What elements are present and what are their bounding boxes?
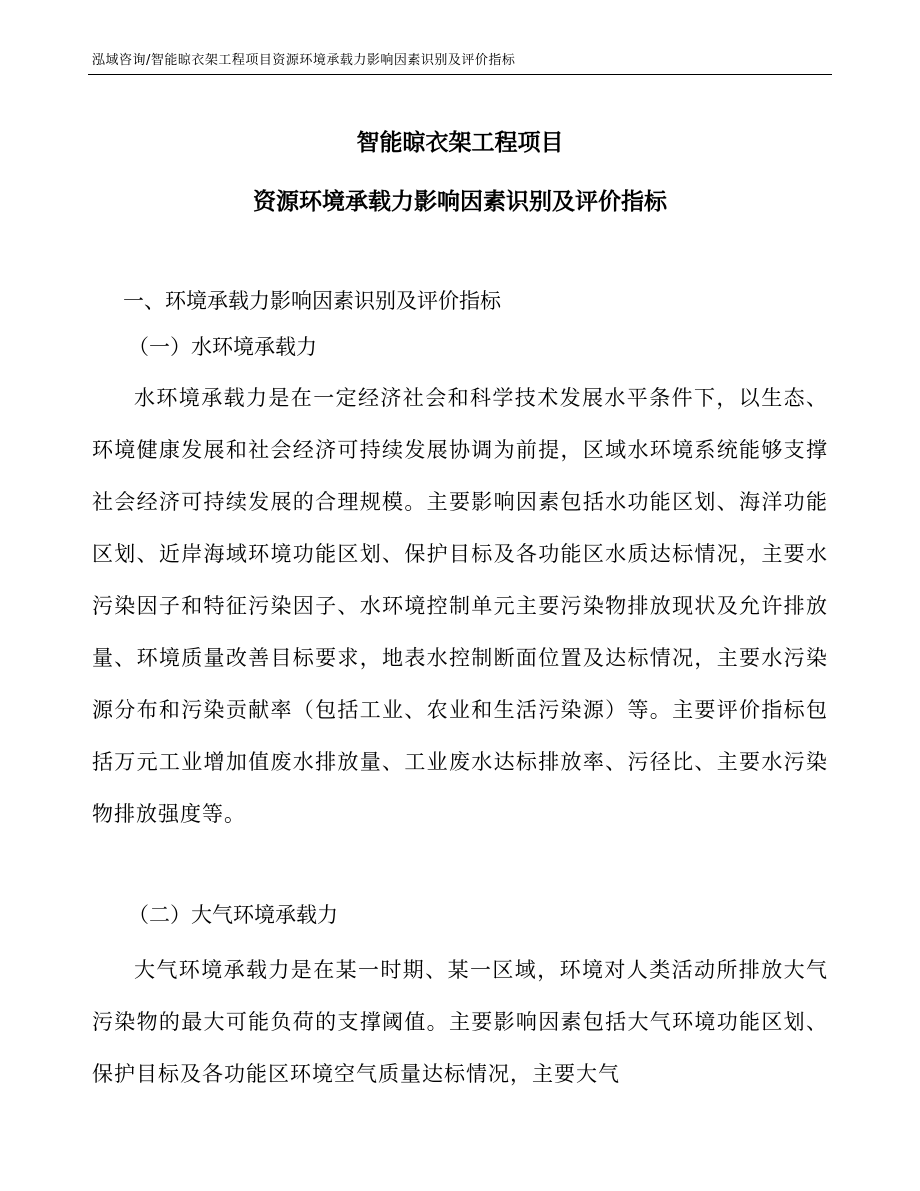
running-header: 泓域咨询/智能晾衣架工程项目资源环境承载力影响因素识别及评价指标 <box>92 53 516 68</box>
paragraph-water-capacity: 水环境承载力是在一定经济社会和科学技术发展水平条件下，以生态、环境健康发展和社会经济可持续发展协调为前提，区域水环境系统能够支撑社会经济可持续发展的合理规模。主要影响因素包括水功能区划、海洋功能区划、近岸海域环境功能区划、保护目标及各功能区水质达标情况，主要水污染因子和特征污染因子、水环境控制单元主要污染物排放现状及允许排放量、环境质量改善目标要求，地表水控制断面位置及达标情况，主要水污染源分布和污染贡献率（包括工业、农业和生活污染源）等。主要评价指标包括万元工业增加值废水排放量、工业废水达标排放率、污径比、主要水污染物排放强度等。 <box>92 386 828 826</box>
subsection-heading-water: （一）水环境承载力 <box>128 335 317 359</box>
document-title-line2: 资源环境承载力影响因素识别及评价指标 <box>253 189 667 215</box>
paragraph-air-capacity: 大气环境承载力是在某一时期、某一区域，环境对人类活动所排放大气污染物的最大可能负荷的支撑阈值。主要影响因素包括大气环境功能区划、保护目标及各功能区环境空气质量达标情况，主要大气 <box>92 958 828 1086</box>
subsection-heading-air: （二）大气环境承载力 <box>128 903 338 927</box>
section-heading: 一、环境承载力影响因素识别及评价指标 <box>123 289 501 313</box>
document-title-line1: 智能晾衣架工程项目 <box>356 130 564 156</box>
header-divider <box>88 74 832 75</box>
